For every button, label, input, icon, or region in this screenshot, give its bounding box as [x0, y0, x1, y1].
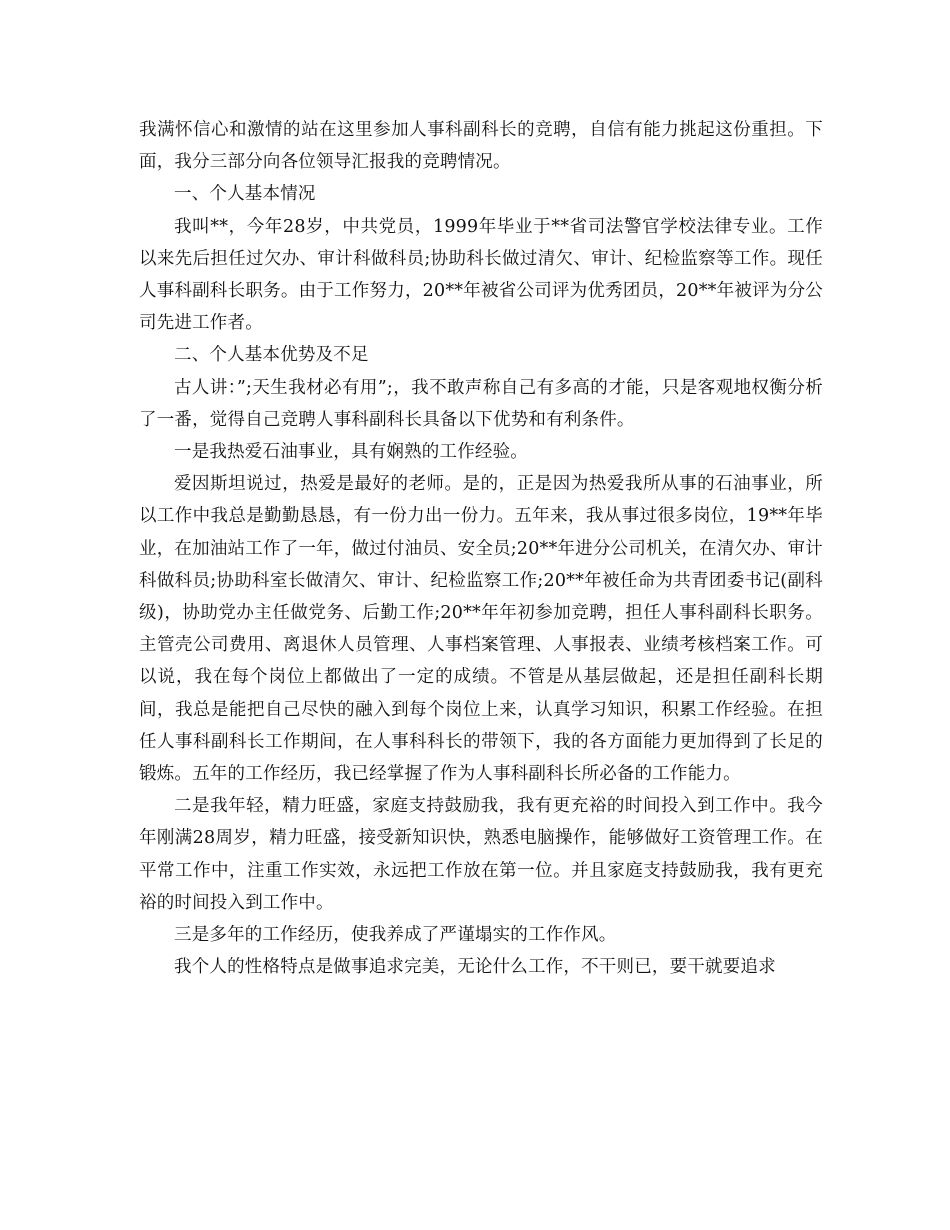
- paragraph-point-three: 我个人的性格特点是做事追求完美，无论什么工作，不干则已，要干就要追求: [174, 957, 776, 978]
- section-heading-basic-info: 一、个人基本情况: [174, 184, 316, 205]
- paragraph-basic-info: 我叫**，今年28岁，中共党员，1999年毕业于**省司法警官学校法律专业。工作以来先后担任过欠办、审计科做科员;协助科长做过清欠、审计、纪检监察等工作。现任人事科副科长职务。由于工作努力，20**年被省公司评为优秀团员，20**年被评为分公司先进工作者。: [139, 216, 823, 334]
- point-heading-three: 三是多年的工作经历，使我养成了严谨塌实的工作作风。: [174, 925, 617, 946]
- point-heading-one: 一是我热爱石油事业，具有娴熟的工作经验。: [174, 442, 528, 463]
- document-body: [139, 114, 823, 983]
- paragraph-strengths-intro: 古人讲：”;天生我材必有用”;，我不敢声称自己有多高的才能，只是客观地权衡分析了一番，觉得自己竞聘人事科副科长具备以下优势和有利条件。: [139, 377, 823, 430]
- paragraph-point-one: 爱因斯坦说过，热爱是最好的老师。是的，正是因为热爱我所从事的石油事业，所以工作中我总是勤勤恳恳，有一份力出一份力。五年来，我从事过很多岗位，19**年毕业，在加油站工作了一年，做过付油员、安全员;20**年进分公司机关，在清欠办、审计科做科员;协助科室长做清欠、审计、纪检监察工作;20**年被任命为共青团委书记(副科级)，协助党办主任做党务、后勤工作;20**年年初参加竞聘，担任人事科副科长职务。主管壳公司费用、离退休人员管理、人事档案管理、人事报表、业绩考核档案工作。可以说，我在每个岗位上都做出了一定的成绩。不管是从基层做起，还是担任副科长期间，我总是能把自己尽快的融入到每个岗位上来，认真学习知识，积累工作经验。在担任人事科副科长工作期间，在人事科科长的带领下，我的各方面能力更加得到了长足的锻炼。五年的工作经历，我已经掌握了作为人事科副科长所必备的工作能力。: [139, 474, 823, 785]
- paragraph-intro: 我满怀信心和激情的站在这里参加人事科副科长的竞聘，自信有能力挑起这份重担。下面，我分三部分向各位领导汇报我的竞聘情况。: [139, 120, 823, 173]
- paragraph-point-two: 二是我年轻，精力旺盛，家庭支持鼓励我，我有更充裕的时间投入到工作中。我今年刚满28周岁，精力旺盛，接受新知识快，熟悉电脑操作，能够做好工资管理工作。在平常工作中，注重工作实效，永远把工作放在第一位。并且家庭支持鼓励我，我有更充裕的时间投入到工作中。: [139, 796, 823, 913]
- section-heading-strengths: 二、个人基本优势及不足: [174, 345, 369, 366]
